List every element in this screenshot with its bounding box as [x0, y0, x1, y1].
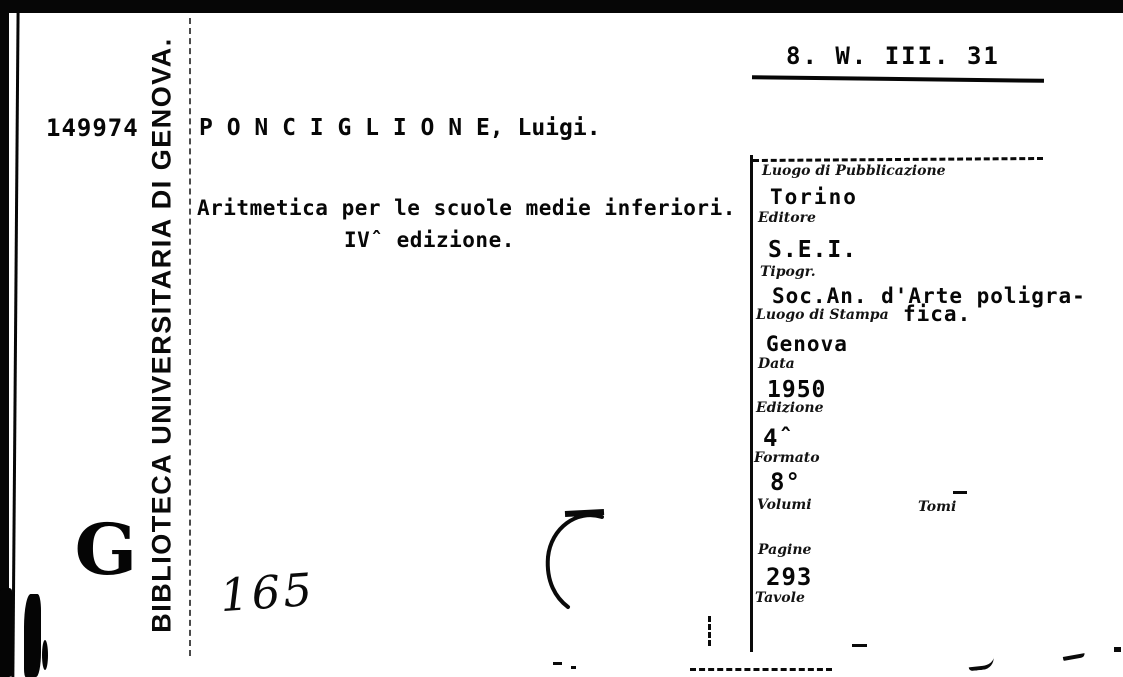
card-fold-line [189, 18, 191, 656]
scan-mark-vertical-dots [708, 616, 711, 646]
handwritten-number: 165 [218, 562, 317, 623]
field-label-tavole: Tavole [755, 590, 805, 606]
scan-bottom-left-blotch [42, 640, 48, 670]
field-value-data: 1950 [767, 377, 827, 403]
field-value-edizione: 4ˆ [763, 424, 794, 452]
form-box-left-border [749, 155, 753, 652]
field-value-editore: S.E.I. [768, 237, 858, 263]
author-heading: P O N C I G L I O N E, Luigi. [199, 115, 601, 141]
field-label-tomi: Tomi [918, 499, 957, 515]
scan-mark-dash [852, 644, 867, 647]
field-value-luogo-stampa: Genova [766, 332, 848, 356]
field-value-tipografo-line2: fica. [903, 302, 972, 326]
field-value-tipografo-line1: Soc.An. d'Arte poligra- [772, 284, 1086, 308]
scan-mark-curl [967, 651, 995, 672]
shelf-mark: 8. W. III. 31 [786, 42, 1000, 70]
accession-number: 149974 [46, 114, 139, 142]
letter-stamp-g: G [74, 508, 138, 591]
field-label-tipografo: Tipogr. [760, 264, 816, 280]
field-label-volumi: Volumi [757, 497, 812, 513]
shelf-mark-underline [752, 75, 1044, 83]
field-label-luogo-pubblicazione: Luogo di Pubblicazione [762, 163, 946, 179]
field-label-pagine: Pagine [758, 542, 812, 558]
scan-mark-dashed-line [690, 668, 832, 671]
scan-mark-dash [553, 662, 562, 665]
field-value-luogo-pubblicazione: Torino [770, 185, 858, 209]
field-label-data: Data [758, 356, 795, 372]
library-stamp-vertical: BIBLIOTECA UNIVERSITARIA DI GENOVA. [146, 37, 177, 633]
field-label-edizione: Edizione [756, 400, 824, 416]
field-label-formato: Formato [754, 450, 820, 466]
scan-bottom-left-blotch [0, 588, 12, 677]
field-label-editore: Editore [758, 210, 816, 226]
field-label-luogo-stampa: Luogo di Stampa [756, 307, 889, 323]
scan-left-edge-bar [0, 0, 9, 677]
title-line-2: IVˆ edizione. [344, 228, 515, 252]
scan-left-edge-line [11, 0, 19, 677]
field-value-pagine: 293 [766, 563, 813, 591]
field-value-formato: 8° [770, 468, 801, 496]
scan-mark-curl-small [1063, 653, 1085, 661]
title-line-1: Aritmetica per le scuole medie inferiori. [197, 196, 736, 220]
crescent-pen-mark [505, 500, 625, 620]
scan-mark-dot [1114, 647, 1121, 652]
scan-bottom-left-blotch [24, 594, 41, 677]
scan-mark-dot [571, 666, 576, 669]
scan-mark-dash [953, 491, 967, 494]
scan-top-edge [0, 0, 1123, 13]
form-box-top-border [753, 157, 1043, 162]
